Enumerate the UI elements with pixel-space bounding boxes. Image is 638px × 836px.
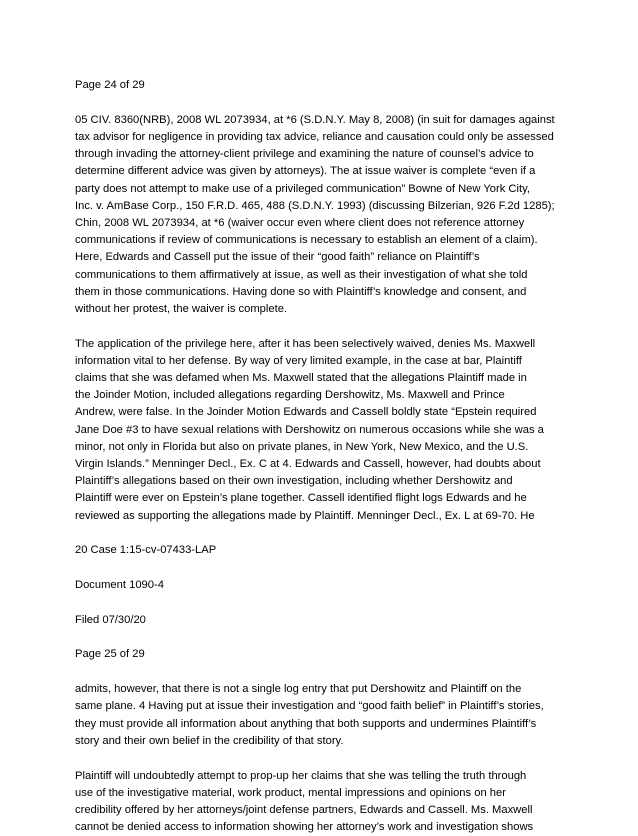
text-line: Here, Edwards and Cassell put the issue of their “good faith” reliance on Plaintiff’s — [75, 249, 570, 266]
text-line: Plaintiff were ever on Epstein’s plane together. Cassell identified flight logs Edwards and he — [75, 490, 570, 507]
text-line: 05 CIV. 8360(NRB), 2008 WL 2073934, at *6 (S.D.N.Y. May 8, 2008) (in suit for damages against — [75, 112, 570, 129]
text-line: tax advisor for negligence in providing tax advice, reliance and causation could only be assessed — [75, 129, 570, 146]
text-line: reviewed as supporting the allegations made by Plaintiff. Menninger Decl., Ex. L at 69-70. He — [75, 508, 570, 525]
paragraph-admits — [75, 681, 570, 750]
text-line: admits, however, that there is not a single log entry that put Dershowitz and Plaintiff on the — [75, 681, 570, 698]
text-line: story and their own belief in the credibility of that story. — [75, 733, 570, 750]
text-line: use of the investigative material, work product, mental impressions and opinions on her — [75, 785, 570, 802]
text-line: Inc. v. AmBase Corp., 150 F.R.D. 465, 488 (S.D.N.Y. 1993) (discussing Bilzerian, 926 F.2d 1285); — [75, 198, 570, 215]
text-line: without her protest, the waiver is complete. — [75, 301, 570, 318]
text-line: determine different advice was given by attorneys). The at issue waiver is complete “even if a — [75, 163, 570, 180]
text-line: through invading the attorney-client privilege and examining the nature of counsel’s advice to — [75, 146, 570, 163]
text-line: the Joinder Motion, included allegations regarding Dershowitz, Ms. Maxwell and Prince — [75, 387, 570, 404]
page-number-header — [75, 77, 570, 94]
text-line: Chin, 2008 WL 2073934, at *6 (waiver occur even where client does not reference attorney — [75, 215, 570, 232]
case-line: 20 Case 1:15-cv-07433-LAP — [75, 542, 570, 559]
text-line: they must provide all information about anything that both supports and undermines Plaintiff’s — [75, 716, 570, 733]
paragraph-application — [75, 336, 570, 525]
page-number-second — [75, 646, 570, 663]
text-line: Andrew, were false. In the Joinder Motion Edwards and Cassell boldly state “Epstein required — [75, 404, 570, 421]
text-line: Plaintiff will undoubtedly attempt to prop-up her claims that she was telling the truth through — [75, 768, 570, 785]
text-line: cannot be denied access to information showing her attorney’s work and investigation shows — [75, 819, 570, 836]
text-line: minor, not only in Florida but also on private planes, in New York, New Mexico, and the U.S. — [75, 439, 570, 456]
filed-line: Filed 07/30/20 — [75, 612, 570, 629]
text-line: party does not attempt to make use of a privileged communication” Bowne of New York City, — [75, 181, 570, 198]
filed-date — [75, 612, 570, 629]
text-line: them in those communications. Having done so with Plaintiff’s knowledge and consent, and — [75, 284, 570, 301]
case-number — [75, 542, 570, 559]
text-line: credibility offered by her attorneys/joint defense partners, Edwards and Cassell. Ms. Maxwell — [75, 802, 570, 819]
document-line: Document 1090-4 — [75, 577, 570, 594]
text-line: The application of the privilege here, after it has been selectively waived, denies Ms. Maxwell — [75, 336, 570, 353]
text-line: same plane. 4 Having put at issue their investigation and “good faith belief” in Plaintiff’s stories, — [75, 698, 570, 715]
page-label: Page 24 of 29 — [75, 77, 570, 94]
text-line: communications to them affirmatively at issue, as well as their investigation of what she told — [75, 267, 570, 284]
paragraph-prop-up — [75, 768, 570, 836]
text-line: claims that she was defamed when Ms. Maxwell stated that the allegations Plaintiff made in — [75, 370, 570, 387]
page-label-second: Page 25 of 29 — [75, 646, 570, 663]
text-line: information vital to her defense. By way of very limited example, in the case at bar, Plaintiff — [75, 353, 570, 370]
text-line: Virgin Islands.” Menninger Decl., Ex. C at 4. Edwards and Cassell, however, had doubts about — [75, 456, 570, 473]
document-number — [75, 577, 570, 594]
paragraph-waiver — [75, 112, 570, 318]
text-line: Plaintiff’s allegations based on their own investigation, including whether Dershowitz and — [75, 473, 570, 490]
text-line: communications if review of communications is necessary to establish an element of a claim). — [75, 232, 570, 249]
text-line: Jane Doe #3 to have sexual relations with Dershowitz on numerous occasions while she was a — [75, 422, 570, 439]
